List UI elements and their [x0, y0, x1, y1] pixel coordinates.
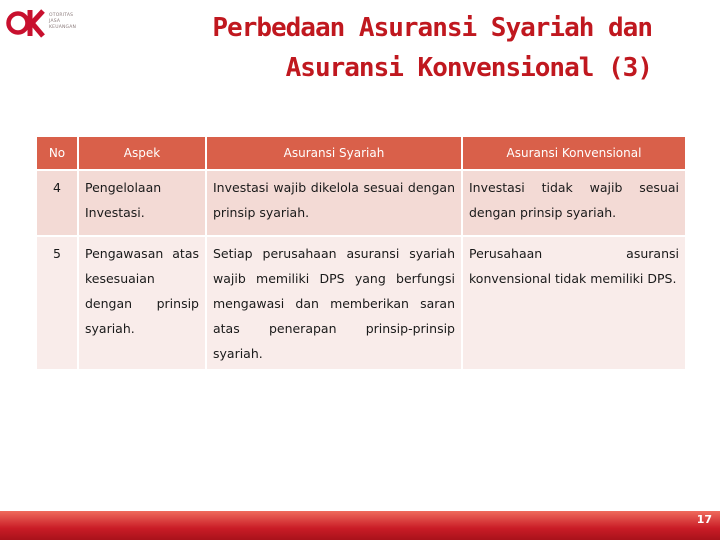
logo-text-line: OTORITAS [49, 13, 74, 18]
logo-text-line: JASA [49, 19, 61, 24]
page-number: 17 [696, 513, 712, 526]
row-number: 4 [37, 170, 78, 236]
row-number: 5 [37, 236, 78, 370]
row-syariah: Setiap perusahaan asuransi syariah wajib memiliki DPS yang berfungsi mengawasi dan memberikan saran atas penerapan prinsip-prinsip syariah. [206, 236, 462, 370]
header-asuransi-konvensional: Asuransi Konvensional [462, 137, 685, 170]
ojk-logo [6, 6, 96, 40]
row-konvensional: Perusahaan asuransi konvensional tidak memiliki DPS. [462, 236, 685, 370]
slide-title [182, 8, 652, 88]
slide-title-line-1: Perbedaan Asuransi Syariah dan [212, 13, 652, 43]
row-aspek: Pengawasan atas kesesuaian dengan prinsip syariah. [78, 236, 206, 370]
header-asuransi-syariah: Asuransi Syariah [206, 137, 462, 170]
logo-text [49, 13, 76, 31]
comparison-table [37, 137, 685, 371]
footer-bar [0, 511, 720, 540]
table-header-row [37, 137, 685, 170]
row-konvensional: Investasi tidak wajib sesuai dengan prinsip syariah. [462, 170, 685, 236]
header-no: No [37, 137, 78, 170]
slide-title-line-2: Asuransi Konvensional (3) [285, 53, 652, 83]
ojk-logo-mark [6, 6, 46, 40]
row-syariah: Investasi wajib dikelola sesuai dengan prinsip syariah. [206, 170, 462, 236]
table-row [37, 236, 685, 370]
header-aspek: Aspek [78, 137, 206, 170]
row-aspek: Pengelolaan Investasi. [78, 170, 206, 236]
logo-text-line: KEUANGAN [49, 25, 77, 30]
table-row [37, 170, 685, 236]
